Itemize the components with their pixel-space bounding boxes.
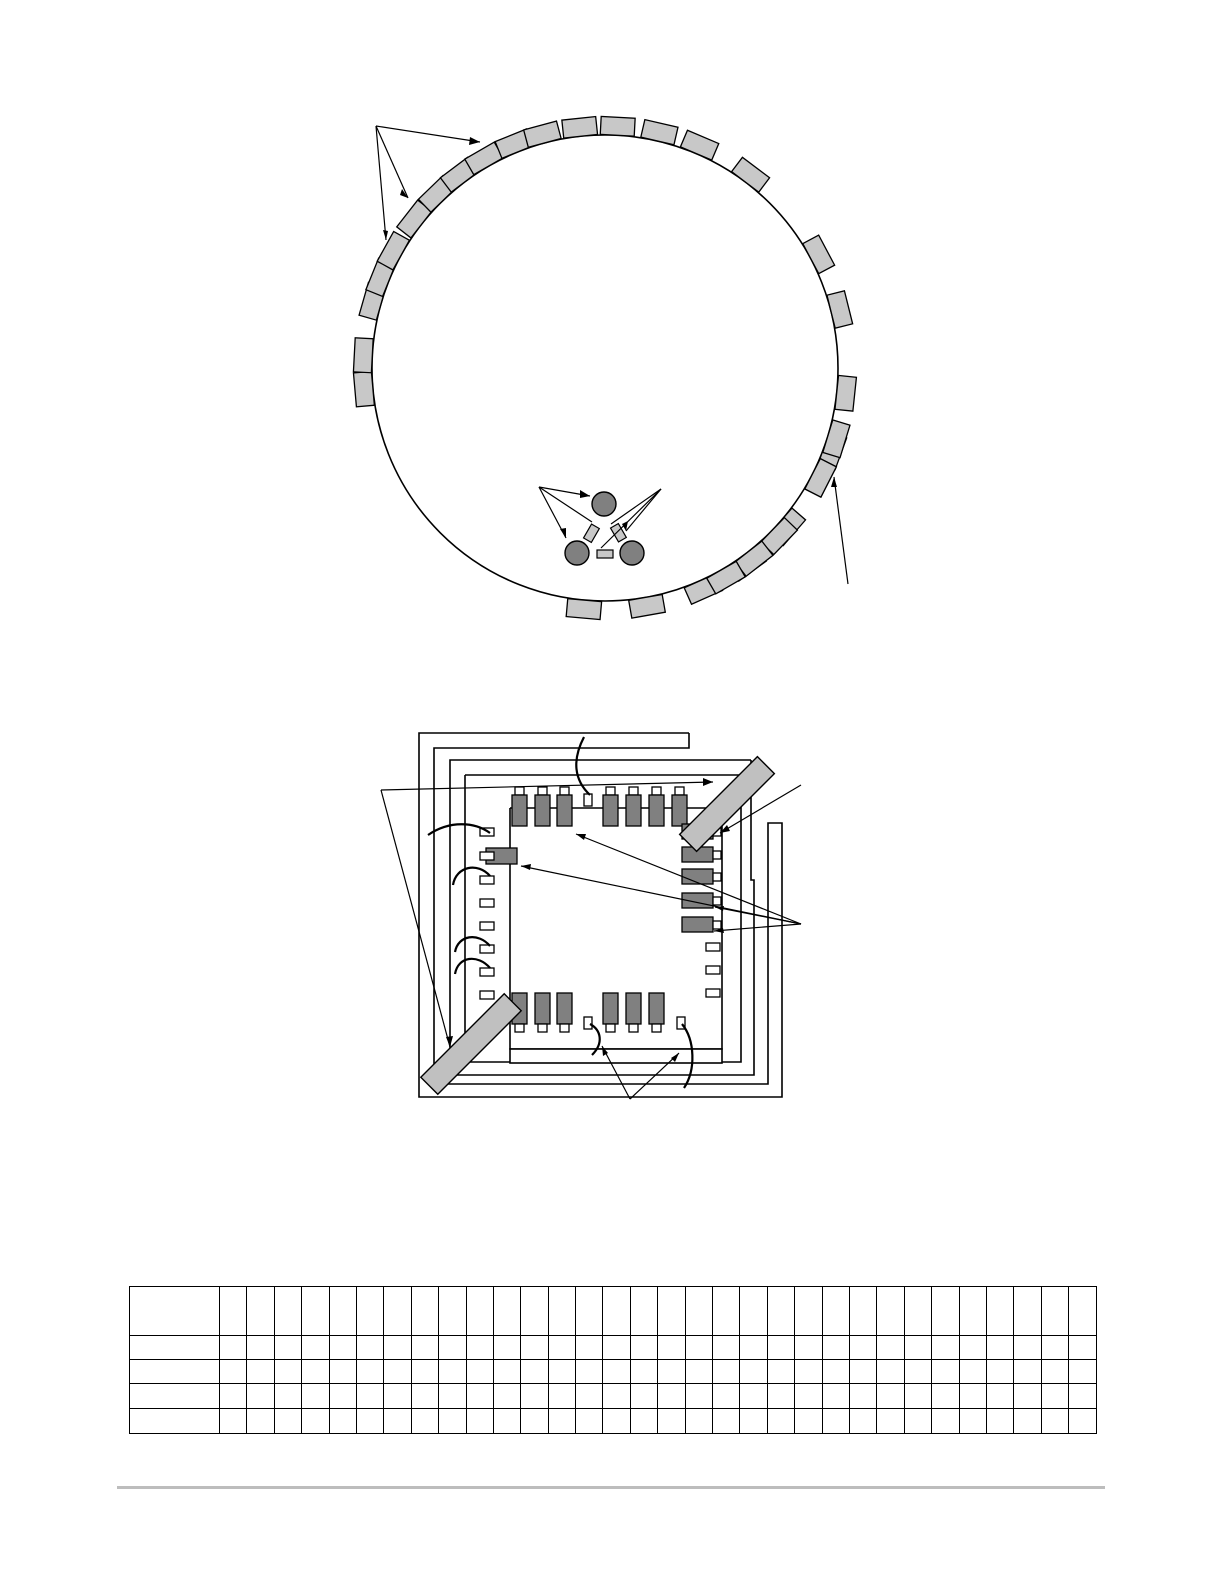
table-cell bbox=[795, 1360, 822, 1384]
bond-pad bbox=[480, 899, 494, 907]
table-cell bbox=[713, 1336, 740, 1360]
table-cell bbox=[630, 1360, 657, 1384]
table-cell bbox=[302, 1287, 329, 1336]
table-cell bbox=[740, 1287, 767, 1336]
pin-pad bbox=[584, 1017, 592, 1029]
bond-pad bbox=[706, 943, 720, 951]
table-cell bbox=[685, 1287, 712, 1336]
table-cell bbox=[767, 1336, 794, 1360]
table-cell bbox=[904, 1384, 931, 1409]
table-cell bbox=[1041, 1287, 1068, 1336]
component bbox=[649, 795, 664, 826]
table-cell bbox=[986, 1360, 1013, 1384]
blank-data-table bbox=[129, 1286, 1097, 1434]
table-cell bbox=[247, 1287, 274, 1336]
table-cell bbox=[959, 1384, 986, 1409]
table-cell bbox=[356, 1409, 383, 1434]
component bbox=[682, 869, 713, 884]
table-cell bbox=[411, 1287, 438, 1336]
component bbox=[626, 993, 641, 1024]
table-cell bbox=[986, 1409, 1013, 1434]
pin-pad bbox=[713, 851, 721, 859]
table-cell bbox=[1069, 1384, 1096, 1409]
leader-line bbox=[715, 907, 801, 924]
component bbox=[603, 993, 618, 1024]
row-label-cell bbox=[130, 1409, 220, 1434]
table-cell bbox=[658, 1336, 685, 1360]
table-cell bbox=[439, 1409, 466, 1434]
table-cell bbox=[740, 1409, 767, 1434]
table-cell bbox=[411, 1360, 438, 1384]
table-cell bbox=[1069, 1336, 1096, 1360]
component bbox=[535, 795, 550, 826]
table-cell bbox=[466, 1384, 493, 1409]
table-cell bbox=[548, 1384, 575, 1409]
table-cell bbox=[576, 1384, 603, 1409]
table-cell bbox=[630, 1287, 657, 1336]
table-cell bbox=[1069, 1409, 1096, 1434]
table-cell bbox=[932, 1360, 959, 1384]
bond-wire bbox=[576, 737, 590, 795]
table-cell bbox=[795, 1287, 822, 1336]
table-cell bbox=[932, 1384, 959, 1409]
table-cell bbox=[959, 1409, 986, 1434]
bond-pad bbox=[480, 945, 494, 953]
table-cell bbox=[603, 1360, 630, 1384]
component bbox=[535, 993, 550, 1024]
table-cell bbox=[795, 1336, 822, 1360]
layout-parts bbox=[480, 787, 721, 1032]
table-cell bbox=[356, 1336, 383, 1360]
table-cell bbox=[384, 1409, 411, 1434]
table-cell bbox=[247, 1360, 274, 1384]
table-cell bbox=[439, 1287, 466, 1336]
table-cell bbox=[849, 1384, 876, 1409]
table-cell bbox=[685, 1360, 712, 1384]
table-cell bbox=[411, 1384, 438, 1409]
table-row bbox=[130, 1287, 1097, 1336]
component bbox=[603, 795, 618, 826]
table-cell bbox=[630, 1336, 657, 1360]
table-cell bbox=[329, 1384, 356, 1409]
table-cell bbox=[713, 1384, 740, 1409]
component bbox=[649, 993, 664, 1024]
component bbox=[512, 795, 527, 826]
table-cell bbox=[493, 1336, 520, 1360]
table-cell bbox=[630, 1384, 657, 1409]
pin-pad bbox=[606, 1024, 615, 1032]
table-cell bbox=[493, 1409, 520, 1434]
component bbox=[557, 795, 572, 826]
table-cell bbox=[439, 1360, 466, 1384]
table-cell bbox=[877, 1336, 904, 1360]
table-cell bbox=[274, 1409, 301, 1434]
table-cell bbox=[576, 1360, 603, 1384]
table-cell bbox=[493, 1384, 520, 1409]
table-cell bbox=[466, 1409, 493, 1434]
component bbox=[557, 993, 572, 1024]
pin-pad bbox=[713, 921, 721, 929]
table-cell bbox=[713, 1287, 740, 1336]
pin-pad bbox=[629, 1024, 638, 1032]
table-cell bbox=[1014, 1409, 1041, 1434]
table-cell bbox=[1014, 1287, 1041, 1336]
table-cell bbox=[849, 1336, 876, 1360]
table-cell bbox=[548, 1336, 575, 1360]
table-cell bbox=[302, 1360, 329, 1384]
row-label-cell bbox=[130, 1360, 220, 1384]
table-row bbox=[130, 1384, 1097, 1409]
table-cell bbox=[521, 1360, 548, 1384]
table-cell bbox=[822, 1336, 849, 1360]
table-cell bbox=[932, 1409, 959, 1434]
table-cell bbox=[658, 1409, 685, 1434]
table-cell bbox=[603, 1409, 630, 1434]
table-cell bbox=[904, 1287, 931, 1336]
table-cell bbox=[548, 1360, 575, 1384]
pin-pad bbox=[560, 787, 569, 795]
bond-pad bbox=[480, 991, 494, 999]
table-cell bbox=[1069, 1287, 1096, 1336]
table-cell bbox=[959, 1287, 986, 1336]
table-cell bbox=[439, 1336, 466, 1360]
pin-pad bbox=[652, 787, 661, 795]
table-cell bbox=[795, 1409, 822, 1434]
table-cell bbox=[603, 1336, 630, 1360]
table-cell bbox=[439, 1384, 466, 1409]
table-cell bbox=[247, 1384, 274, 1409]
table-cell bbox=[822, 1360, 849, 1384]
bond-pad bbox=[480, 852, 494, 860]
table-cell bbox=[1014, 1336, 1041, 1360]
diagonal-bar bbox=[680, 757, 775, 852]
table-cell bbox=[986, 1384, 1013, 1409]
pin-pad bbox=[652, 1024, 661, 1032]
table-cell bbox=[384, 1360, 411, 1384]
pin-pad bbox=[675, 787, 684, 795]
table-cell bbox=[685, 1336, 712, 1360]
pin-pad bbox=[713, 897, 721, 905]
table-cell bbox=[521, 1409, 548, 1434]
table-cell bbox=[685, 1384, 712, 1409]
table-cell bbox=[658, 1287, 685, 1336]
table-cell bbox=[932, 1336, 959, 1360]
pin-pad bbox=[560, 1024, 569, 1032]
row-label-cell bbox=[130, 1384, 220, 1409]
table-cell bbox=[220, 1360, 247, 1384]
table-cell bbox=[466, 1287, 493, 1336]
table-cell bbox=[658, 1360, 685, 1384]
table-cell bbox=[548, 1287, 575, 1336]
table-row bbox=[130, 1409, 1097, 1434]
table-cell bbox=[274, 1287, 301, 1336]
table-cell bbox=[822, 1287, 849, 1336]
table-cell bbox=[220, 1336, 247, 1360]
table-cell bbox=[1041, 1384, 1068, 1409]
table-cell bbox=[877, 1409, 904, 1434]
table-cell bbox=[521, 1336, 548, 1360]
table-cell bbox=[220, 1287, 247, 1336]
table-cell bbox=[658, 1384, 685, 1409]
table-cell bbox=[713, 1409, 740, 1434]
table-cell bbox=[795, 1384, 822, 1409]
table-cell bbox=[220, 1409, 247, 1434]
table-cell bbox=[1041, 1336, 1068, 1360]
table-cell bbox=[630, 1409, 657, 1434]
table-cell bbox=[302, 1384, 329, 1409]
table-cell bbox=[1041, 1409, 1068, 1434]
table-cell bbox=[493, 1287, 520, 1336]
table-cell bbox=[356, 1360, 383, 1384]
table-cell bbox=[1069, 1360, 1096, 1384]
table-cell bbox=[986, 1287, 1013, 1336]
pin-pad bbox=[515, 1024, 524, 1032]
table-cell bbox=[356, 1384, 383, 1409]
bond-pad bbox=[706, 989, 720, 997]
table-cell bbox=[329, 1409, 356, 1434]
bottom-bar bbox=[510, 1049, 722, 1063]
table-cell bbox=[1014, 1360, 1041, 1384]
table-cell bbox=[576, 1287, 603, 1336]
table-cell bbox=[877, 1360, 904, 1384]
table-cell bbox=[904, 1409, 931, 1434]
row-label-cell bbox=[130, 1287, 220, 1336]
bond-pad bbox=[706, 966, 720, 974]
pin-pad bbox=[584, 794, 592, 806]
table-row bbox=[130, 1336, 1097, 1360]
table-cell bbox=[740, 1336, 767, 1360]
table-cell bbox=[411, 1336, 438, 1360]
table-cell bbox=[1014, 1384, 1041, 1409]
bond-pad bbox=[480, 968, 494, 976]
table-cell bbox=[877, 1287, 904, 1336]
table-cell bbox=[959, 1336, 986, 1360]
diagonal-bar bbox=[421, 994, 521, 1094]
table-cell bbox=[247, 1409, 274, 1434]
pin-pad bbox=[538, 787, 547, 795]
table-cell bbox=[384, 1287, 411, 1336]
table-cell bbox=[521, 1384, 548, 1409]
leader-line bbox=[714, 924, 801, 931]
table-cell bbox=[247, 1336, 274, 1360]
pin-pad bbox=[606, 787, 615, 795]
table-cell bbox=[384, 1336, 411, 1360]
table-cell bbox=[603, 1287, 630, 1336]
table-cell bbox=[576, 1409, 603, 1434]
table-cell bbox=[576, 1336, 603, 1360]
table-cell bbox=[767, 1287, 794, 1336]
table-cell bbox=[767, 1409, 794, 1434]
component bbox=[672, 795, 687, 826]
table-cell bbox=[302, 1409, 329, 1434]
table-cell bbox=[548, 1409, 575, 1434]
table-cell bbox=[740, 1384, 767, 1409]
table-cell bbox=[1041, 1360, 1068, 1384]
table-cell bbox=[329, 1336, 356, 1360]
table-cell bbox=[220, 1384, 247, 1409]
table-cell bbox=[767, 1360, 794, 1384]
table-cell bbox=[493, 1360, 520, 1384]
table-cell bbox=[466, 1360, 493, 1384]
table-cell bbox=[685, 1409, 712, 1434]
table-cell bbox=[329, 1287, 356, 1336]
table-cell bbox=[822, 1409, 849, 1434]
table-cell bbox=[767, 1384, 794, 1409]
table-cell bbox=[932, 1287, 959, 1336]
table-cell bbox=[329, 1360, 356, 1384]
pin-pad bbox=[515, 787, 524, 795]
table-cell bbox=[356, 1287, 383, 1336]
table-cell bbox=[603, 1384, 630, 1409]
table-cell bbox=[877, 1384, 904, 1409]
component bbox=[682, 917, 713, 932]
table-cell bbox=[986, 1336, 1013, 1360]
component bbox=[626, 795, 641, 826]
footer-rule bbox=[117, 1486, 1105, 1489]
table-cell bbox=[740, 1360, 767, 1384]
table-cell bbox=[849, 1360, 876, 1384]
table-cell bbox=[959, 1360, 986, 1384]
table-cell bbox=[302, 1336, 329, 1360]
bond-pad bbox=[480, 876, 494, 884]
row-label-cell bbox=[130, 1336, 220, 1360]
table-cell bbox=[274, 1336, 301, 1360]
pin-pad bbox=[538, 1024, 547, 1032]
pin-pad bbox=[713, 873, 721, 881]
table-cell bbox=[849, 1409, 876, 1434]
table-cell bbox=[904, 1336, 931, 1360]
bond-pad bbox=[480, 922, 494, 930]
table-cell bbox=[466, 1336, 493, 1360]
table-cell bbox=[274, 1384, 301, 1409]
pin-pad bbox=[629, 787, 638, 795]
table-cell bbox=[384, 1384, 411, 1409]
table-cell bbox=[849, 1287, 876, 1336]
table-cell bbox=[521, 1287, 548, 1336]
table-cell bbox=[411, 1409, 438, 1434]
table-cell bbox=[713, 1360, 740, 1384]
table-row bbox=[130, 1360, 1097, 1384]
table-cell bbox=[904, 1360, 931, 1384]
table-cell bbox=[822, 1384, 849, 1409]
table-cell bbox=[274, 1360, 301, 1384]
